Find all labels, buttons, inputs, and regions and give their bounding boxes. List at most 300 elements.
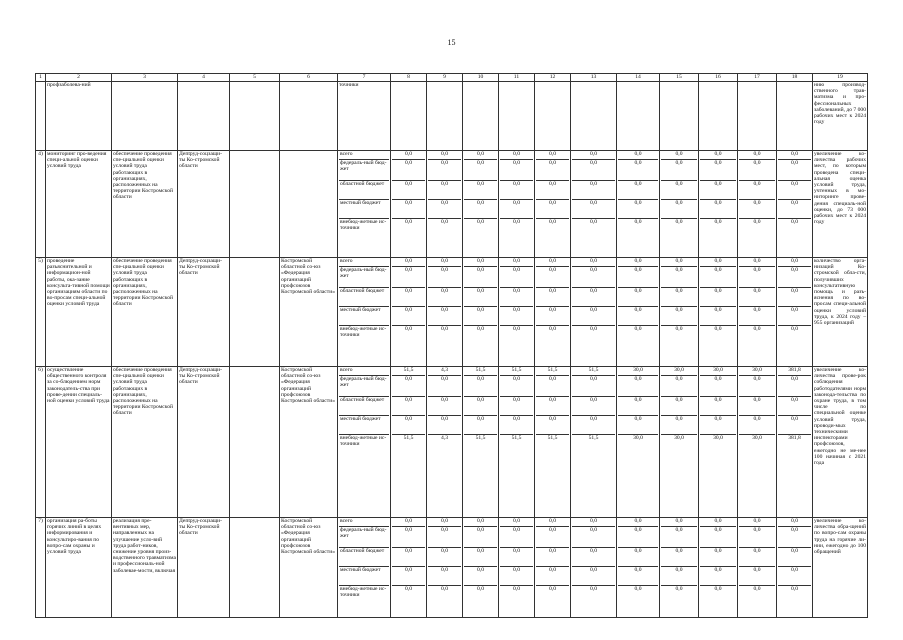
funding-source-name: федераль-ный бюд-жет bbox=[339, 266, 389, 287]
value-cell: 0,0 bbox=[536, 159, 569, 180]
value-cell: 0,0 bbox=[791, 151, 798, 157]
value-cell: 0,0 bbox=[778, 566, 811, 585]
funding-source-name: внебюд-жетные ис-точники bbox=[339, 434, 389, 517]
value-cell: 0,0 bbox=[661, 266, 697, 287]
empty-cell bbox=[660, 82, 699, 151]
funding-source-name: всего bbox=[340, 258, 353, 264]
value-cell: 0,0 bbox=[428, 585, 461, 617]
value-cell: 0,0 bbox=[464, 526, 497, 547]
value-cell: 30,0 bbox=[739, 434, 775, 517]
value-cell: 0,0 bbox=[661, 199, 697, 218]
funding-source-name: областной бюджет bbox=[339, 396, 389, 415]
value-cell: 0,0 bbox=[572, 199, 615, 218]
value-cell: 0,0 bbox=[739, 566, 775, 585]
value-cell: 30,0 bbox=[661, 434, 697, 517]
value-cell: 0,0 bbox=[536, 547, 569, 566]
value-cell: 0,0 bbox=[778, 266, 811, 287]
value-cell: 0,0 bbox=[392, 415, 425, 434]
value-cell: 0,0 bbox=[618, 159, 658, 180]
value-cell: 30,0 bbox=[674, 367, 684, 373]
funding-source-name: внебюд-жетные ис-точники bbox=[339, 218, 389, 257]
value-cell: 0,0 bbox=[428, 547, 461, 566]
value-column bbox=[535, 151, 571, 258]
value-column bbox=[463, 518, 499, 618]
value-cell: 0,0 bbox=[675, 258, 683, 264]
value-cell: 0,0 bbox=[778, 526, 811, 547]
value-cell: 0,0 bbox=[634, 151, 642, 157]
row-number: 4) bbox=[36, 151, 46, 258]
value-cell: 0,0 bbox=[700, 218, 736, 257]
value-cell: 0,0 bbox=[572, 180, 615, 199]
value-cell: 0,0 bbox=[405, 258, 412, 264]
program-table bbox=[35, 73, 868, 618]
continuation-source: точники bbox=[338, 82, 391, 151]
value-cell: 0,0 bbox=[464, 547, 497, 566]
value-cell: 0,0 bbox=[700, 180, 736, 199]
value-cell: 30,0 bbox=[713, 367, 723, 373]
value-cell: 0,0 bbox=[536, 526, 569, 547]
value-cell: 0,0 bbox=[536, 266, 569, 287]
value-cell: 0,0 bbox=[778, 396, 811, 415]
value-cell: 0,0 bbox=[392, 566, 425, 585]
empty-cell bbox=[391, 82, 427, 151]
value-cell: 0,0 bbox=[634, 258, 642, 264]
executor: Депtруд-соцзащи-ты Ко-стромской области bbox=[178, 518, 230, 618]
partner: Костромской областной со-юз «Федерация организаций профсоюзов Костромской области» bbox=[280, 518, 338, 618]
value-column bbox=[535, 258, 571, 367]
column-5-cell bbox=[230, 151, 280, 258]
value-cell: 0,0 bbox=[500, 159, 533, 180]
value-cell: 30,0 bbox=[618, 434, 658, 517]
value-cell: 381,8 bbox=[778, 434, 811, 517]
funding-source-name: областной бюджет bbox=[339, 547, 389, 566]
value-cell: 0,0 bbox=[464, 266, 497, 287]
value-column bbox=[535, 367, 571, 518]
value-cell: 51,5 bbox=[464, 434, 497, 517]
value-column bbox=[617, 367, 660, 518]
column-header: 16 bbox=[699, 74, 738, 82]
value-cell: 0,0 bbox=[791, 518, 798, 524]
column-header: 19 bbox=[813, 74, 868, 82]
funding-sources bbox=[338, 367, 391, 518]
value-column bbox=[699, 258, 738, 367]
header-row bbox=[36, 74, 868, 82]
value-cell: 51,5 bbox=[403, 367, 414, 373]
value-cell: 0,0 bbox=[500, 585, 533, 617]
value-cell: 51,5 bbox=[588, 367, 599, 373]
value-cell: 0,0 bbox=[536, 287, 569, 306]
value-cell: 0,0 bbox=[700, 585, 736, 617]
value-cell: 0,0 bbox=[464, 585, 497, 617]
value-column bbox=[699, 367, 738, 518]
value-column bbox=[463, 258, 499, 367]
value-cell: 0,0 bbox=[428, 159, 461, 180]
value-cell: 0,0 bbox=[590, 258, 597, 264]
value-cell: 30,0 bbox=[633, 367, 643, 373]
value-cell: 0,0 bbox=[753, 151, 761, 157]
value-cell: 0,0 bbox=[500, 526, 533, 547]
executor: Депtруд-соцзащи-ты Ко-стромской области bbox=[178, 367, 230, 518]
value-cell: 0,0 bbox=[572, 375, 615, 396]
value-cell: 0,0 bbox=[618, 218, 658, 257]
value-cell: 0,0 bbox=[739, 375, 775, 396]
value-cell: 0,0 bbox=[778, 180, 811, 199]
value-cell: 0,0 bbox=[661, 306, 697, 325]
continuation-result: нию производ-ственного трав-матизма и про-фессиональных заболеваний, до 7 000 рабочих мест к 2024 году bbox=[813, 82, 868, 151]
empty-cell bbox=[499, 82, 535, 151]
value-column bbox=[660, 518, 699, 618]
value-cell: 0,0 bbox=[739, 585, 775, 617]
value-cell: 0,0 bbox=[572, 547, 615, 566]
value-cell: 0,0 bbox=[428, 526, 461, 547]
value-cell: 0,0 bbox=[464, 159, 497, 180]
measure-name: проведение разъяснительной и информацион-ной работы, ока-зание консульта-тивной помощи организациям области по во-просам специ-альной оценки условий труда bbox=[46, 258, 112, 367]
value-cell: 0,0 bbox=[513, 518, 520, 524]
measure-content: обеспечение проведения спе-циальной оценки условий труда работающих в организациях, расположенных на территории Костромской области bbox=[112, 367, 178, 518]
empty-cell bbox=[738, 82, 777, 151]
column-header: 8 bbox=[391, 74, 427, 82]
value-cell: 0,0 bbox=[700, 199, 736, 218]
value-cell: 0,0 bbox=[464, 180, 497, 199]
value-cell: 0,0 bbox=[464, 218, 497, 257]
value-cell: 0,0 bbox=[392, 526, 425, 547]
value-cell: 0,0 bbox=[464, 199, 497, 218]
value-column bbox=[427, 367, 463, 518]
funding-source-name: федераль-ный бюд-жет bbox=[339, 159, 389, 180]
value-cell: 30,0 bbox=[752, 367, 762, 373]
value-cell: 0,0 bbox=[513, 151, 520, 157]
expected-result: увеличение ко-личества прове-рок соблюдения работодателями норм законода-тельства по охране труда, в том числе по специальной оценке условий труда, проводи-мых техническими инспекторами профсоюзов, ежегодно не ме-нее 100 начиная с 2021 года bbox=[813, 367, 868, 518]
value-cell: 0,0 bbox=[428, 566, 461, 585]
value-cell: 0,0 bbox=[536, 199, 569, 218]
value-cell: 0,0 bbox=[572, 396, 615, 415]
value-cell: 4,3 bbox=[441, 367, 448, 373]
value-cell: 0,0 bbox=[428, 218, 461, 257]
program-row bbox=[36, 518, 868, 618]
funding-source-name: местный бюджет bbox=[339, 566, 389, 585]
value-cell: 0,0 bbox=[700, 375, 736, 396]
empty-cell bbox=[427, 82, 463, 151]
value-cell: 0,0 bbox=[428, 266, 461, 287]
measure-name: организация ра-боты горячих линий в целях информирования и консультиро-вания по вопро-сам охраны и условий труда bbox=[46, 518, 112, 618]
value-cell: 0,0 bbox=[513, 258, 520, 264]
funding-source-name: всего bbox=[340, 367, 353, 373]
value-cell: 0,0 bbox=[572, 266, 615, 287]
value-cell: 0,0 bbox=[572, 526, 615, 547]
value-column bbox=[777, 258, 813, 367]
value-cell: 0,0 bbox=[618, 526, 658, 547]
value-column bbox=[699, 518, 738, 618]
value-cell: 0,0 bbox=[618, 180, 658, 199]
funding-source-name: всего bbox=[340, 518, 353, 524]
value-cell: 381,8 bbox=[788, 367, 801, 373]
value-cell: 0,0 bbox=[464, 375, 497, 396]
funding-source-name: внебюд-жетные ис-точники bbox=[339, 585, 389, 617]
measure-content: реализация пре-вентивных мер, направленных на улучшение усло-вий труда работ-ников, снижение уровня произ-водственного травматизма и профессиональ-ной заболевае-мости, включая bbox=[112, 518, 178, 618]
value-cell: 0,0 bbox=[500, 287, 533, 306]
program-row bbox=[36, 258, 868, 367]
value-column bbox=[463, 367, 499, 518]
empty-cell bbox=[777, 82, 813, 151]
value-cell: 51,5 bbox=[392, 434, 425, 517]
value-cell: 0,0 bbox=[661, 396, 697, 415]
value-cell: 0,0 bbox=[536, 396, 569, 415]
value-cell: 0,0 bbox=[700, 266, 736, 287]
value-cell: 0,0 bbox=[714, 518, 722, 524]
value-cell: 0,0 bbox=[739, 547, 775, 566]
row-number: 7) bbox=[36, 518, 46, 618]
value-cell: 0,0 bbox=[778, 159, 811, 180]
expected-result: увеличение ко-личества обра-щений по вопро-сам охраны труда на горячие ли-нии, ежегодно до 100 обращений bbox=[813, 518, 868, 618]
value-cell: 0,0 bbox=[392, 266, 425, 287]
value-cell: 0,0 bbox=[441, 518, 448, 524]
value-cell: 0,0 bbox=[428, 180, 461, 199]
value-cell: 0,0 bbox=[791, 258, 798, 264]
measure-name: мониторинг про-ведения специ-альной оценки условий труда bbox=[46, 151, 112, 258]
value-cell: 0,0 bbox=[590, 151, 597, 157]
value-cell: 0,0 bbox=[739, 287, 775, 306]
value-cell: 0,0 bbox=[500, 199, 533, 218]
column-header: 15 bbox=[660, 74, 699, 82]
value-cell: 51,5 bbox=[511, 367, 522, 373]
value-cell: 0,0 bbox=[536, 325, 569, 366]
value-column bbox=[738, 258, 777, 367]
value-cell: 0,0 bbox=[392, 306, 425, 325]
value-cell: 0,0 bbox=[392, 287, 425, 306]
value-cell: 0,0 bbox=[428, 306, 461, 325]
column-header: 11 bbox=[499, 74, 535, 82]
column-5-cell bbox=[230, 518, 280, 618]
value-cell: 0,0 bbox=[464, 566, 497, 585]
value-cell: 0,0 bbox=[572, 325, 615, 366]
value-cell: 0,0 bbox=[428, 199, 461, 218]
value-column bbox=[660, 367, 699, 518]
row-number: 6) bbox=[36, 367, 46, 518]
value-cell: 0,0 bbox=[739, 325, 775, 366]
value-column bbox=[571, 518, 617, 618]
value-cell: 0,0 bbox=[572, 415, 615, 434]
value-cell: 0,0 bbox=[700, 566, 736, 585]
value-cell: 0,0 bbox=[428, 287, 461, 306]
column-header: 9 bbox=[427, 74, 463, 82]
value-cell: 0,0 bbox=[700, 415, 736, 434]
funding-source-name: местный бюджет bbox=[339, 199, 389, 218]
value-cell: 0,0 bbox=[549, 151, 556, 157]
value-cell: 0,0 bbox=[500, 396, 533, 415]
value-cell: 0,0 bbox=[572, 218, 615, 257]
value-column bbox=[660, 151, 699, 258]
value-cell: 0,0 bbox=[700, 526, 736, 547]
value-cell: 0,0 bbox=[618, 306, 658, 325]
value-cell: 0,0 bbox=[618, 585, 658, 617]
value-cell: 0,0 bbox=[572, 585, 615, 617]
executor: Депtруд-соцзащи-ты Ко-стромской области bbox=[178, 151, 230, 258]
value-column bbox=[427, 151, 463, 258]
column-header: 4 bbox=[178, 74, 230, 82]
funding-sources bbox=[338, 258, 391, 367]
empty-cell bbox=[535, 82, 571, 151]
value-cell: 0,0 bbox=[536, 218, 569, 257]
value-cell: 0,0 bbox=[536, 180, 569, 199]
value-cell: 0,0 bbox=[778, 287, 811, 306]
measure-name: осуществление общественного контроля за со-блюдением норм законодатель-ства при прове-дении специаль-ной оценки условий труда bbox=[46, 367, 112, 518]
value-column bbox=[660, 258, 699, 367]
value-cell: 0,0 bbox=[661, 415, 697, 434]
measure-content: обеспечение проведения спе-циальной оценки условий труда работающих в организациях, расположенных на территории Костромской области bbox=[112, 151, 178, 258]
value-cell: 0,0 bbox=[778, 199, 811, 218]
value-cell: 0,0 bbox=[618, 375, 658, 396]
value-cell: 0,0 bbox=[675, 151, 683, 157]
expected-result: увеличение ко-личества рабочих мест, по которым проведена специ-альная оценка условий труда, учтенных в мо-ниторинге прове-дения специаль-ной оценки, до 73 000 рабочих мест к 2024 году bbox=[813, 151, 868, 258]
value-cell: 0,0 bbox=[739, 526, 775, 547]
funding-sources bbox=[338, 151, 391, 258]
funding-source-name: местный бюджет bbox=[339, 306, 389, 325]
value-cell: 0,0 bbox=[428, 415, 461, 434]
page-number: 15 bbox=[447, 38, 456, 47]
value-cell: 0,0 bbox=[675, 518, 683, 524]
value-column bbox=[777, 151, 813, 258]
value-column bbox=[571, 151, 617, 258]
value-cell: 51,5 bbox=[500, 434, 533, 517]
value-cell: 0,0 bbox=[618, 325, 658, 366]
column-header: 6 bbox=[280, 74, 338, 82]
value-cell: 0,0 bbox=[500, 375, 533, 396]
value-cell: 0,0 bbox=[778, 547, 811, 566]
funding-source-name: внебюд-жетные ис-точники bbox=[339, 325, 389, 366]
value-cell: 0,0 bbox=[661, 180, 697, 199]
value-cell: 0,0 bbox=[739, 415, 775, 434]
value-column bbox=[391, 151, 427, 258]
value-cell: 0,0 bbox=[464, 396, 497, 415]
value-cell: 0,0 bbox=[536, 306, 569, 325]
value-column bbox=[427, 518, 463, 618]
value-cell: 0,0 bbox=[714, 258, 722, 264]
value-cell: 0,0 bbox=[392, 218, 425, 257]
value-cell: 0,0 bbox=[700, 306, 736, 325]
value-cell: 51,5 bbox=[536, 434, 569, 517]
value-cell: 0,0 bbox=[392, 159, 425, 180]
value-cell: 0,0 bbox=[464, 306, 497, 325]
value-cell: 0,0 bbox=[392, 547, 425, 566]
value-cell: 0,0 bbox=[477, 151, 484, 157]
value-cell: 0,0 bbox=[536, 585, 569, 617]
value-cell: 0,0 bbox=[661, 325, 697, 366]
value-cell: 0,0 bbox=[572, 566, 615, 585]
value-cell: 0,0 bbox=[739, 266, 775, 287]
value-column bbox=[617, 258, 660, 367]
value-column bbox=[777, 518, 813, 618]
value-cell: 0,0 bbox=[618, 396, 658, 415]
empty-cell bbox=[699, 82, 738, 151]
value-cell: 0,0 bbox=[428, 375, 461, 396]
value-column bbox=[427, 258, 463, 367]
value-cell: 0,0 bbox=[661, 585, 697, 617]
value-cell: 0,0 bbox=[634, 518, 642, 524]
value-cell: 0,0 bbox=[661, 526, 697, 547]
value-column bbox=[777, 367, 813, 518]
value-cell: 0,0 bbox=[618, 547, 658, 566]
value-cell: 0,0 bbox=[618, 566, 658, 585]
value-cell: 0,0 bbox=[405, 518, 412, 524]
value-cell: 0,0 bbox=[618, 287, 658, 306]
empty-cell bbox=[280, 82, 338, 151]
value-cell: 0,0 bbox=[700, 396, 736, 415]
column-header: 13 bbox=[571, 74, 617, 82]
value-cell: 0,0 bbox=[714, 151, 722, 157]
value-column bbox=[738, 518, 777, 618]
funding-source-name: федераль-ный бюд-жет bbox=[339, 526, 389, 547]
value-cell: 0,0 bbox=[441, 258, 448, 264]
value-cell: 0,0 bbox=[618, 415, 658, 434]
value-cell: 0,0 bbox=[549, 258, 556, 264]
expected-result: количество орга-низаций Ко-стромской обла-сти, получивших консультативную помощь и разъ-яснения по во-просам специ-альной оценки условий труда, к 2024 году – 955 организаций bbox=[813, 258, 868, 367]
value-cell: 0,0 bbox=[536, 415, 569, 434]
value-cell: 0,0 bbox=[661, 159, 697, 180]
value-cell: 0,0 bbox=[500, 415, 533, 434]
column-header: 5 bbox=[230, 74, 280, 82]
value-column bbox=[499, 258, 535, 367]
value-cell: 4,3 bbox=[428, 434, 461, 517]
column-header: 2 bbox=[46, 74, 112, 82]
value-cell: 0,0 bbox=[572, 287, 615, 306]
value-cell: 0,0 bbox=[392, 180, 425, 199]
value-cell: 0,0 bbox=[500, 218, 533, 257]
value-cell: 0,0 bbox=[572, 159, 615, 180]
empty-cell bbox=[463, 82, 499, 151]
value-cell: 0,0 bbox=[700, 287, 736, 306]
value-cell: 0,0 bbox=[392, 375, 425, 396]
value-cell: 0,0 bbox=[428, 396, 461, 415]
empty-cell bbox=[571, 82, 617, 151]
value-cell: 0,0 bbox=[778, 415, 811, 434]
column-header: 3 bbox=[112, 74, 178, 82]
value-cell: 0,0 bbox=[739, 180, 775, 199]
column-header: 18 bbox=[777, 74, 813, 82]
executor: Депtруд-соцзащи-ты Ко-стромской области bbox=[178, 258, 230, 367]
value-cell: 0,0 bbox=[778, 375, 811, 396]
empty-cell bbox=[178, 82, 230, 151]
row-number: 5) bbox=[36, 258, 46, 367]
value-cell: 0,0 bbox=[392, 325, 425, 366]
value-cell: 0,0 bbox=[464, 415, 497, 434]
funding-source-name: местный бюджет bbox=[339, 415, 389, 434]
value-column bbox=[571, 258, 617, 367]
value-cell: 0,0 bbox=[739, 396, 775, 415]
program-row bbox=[36, 367, 868, 518]
value-cell: 0,0 bbox=[392, 396, 425, 415]
value-cell: 0,0 bbox=[392, 199, 425, 218]
value-cell: 0,0 bbox=[753, 518, 761, 524]
value-cell: 0,0 bbox=[700, 325, 736, 366]
value-cell: 0,0 bbox=[661, 547, 697, 566]
value-cell: 0,0 bbox=[464, 325, 497, 366]
funding-source-name: федераль-ный бюд-жет bbox=[339, 375, 389, 396]
value-cell: 0,0 bbox=[477, 518, 484, 524]
value-cell: 0,0 bbox=[477, 258, 484, 264]
value-cell: 0,0 bbox=[500, 325, 533, 366]
value-cell: 0,0 bbox=[536, 566, 569, 585]
value-column bbox=[391, 518, 427, 618]
value-column bbox=[617, 151, 660, 258]
funding-sources bbox=[338, 518, 391, 618]
funding-source-name: областной бюджет bbox=[339, 287, 389, 306]
value-cell: 0,0 bbox=[441, 151, 448, 157]
value-column bbox=[738, 367, 777, 518]
empty-cell bbox=[112, 82, 178, 151]
value-cell: 0,0 bbox=[661, 218, 697, 257]
partner bbox=[280, 151, 338, 258]
value-column bbox=[499, 367, 535, 518]
